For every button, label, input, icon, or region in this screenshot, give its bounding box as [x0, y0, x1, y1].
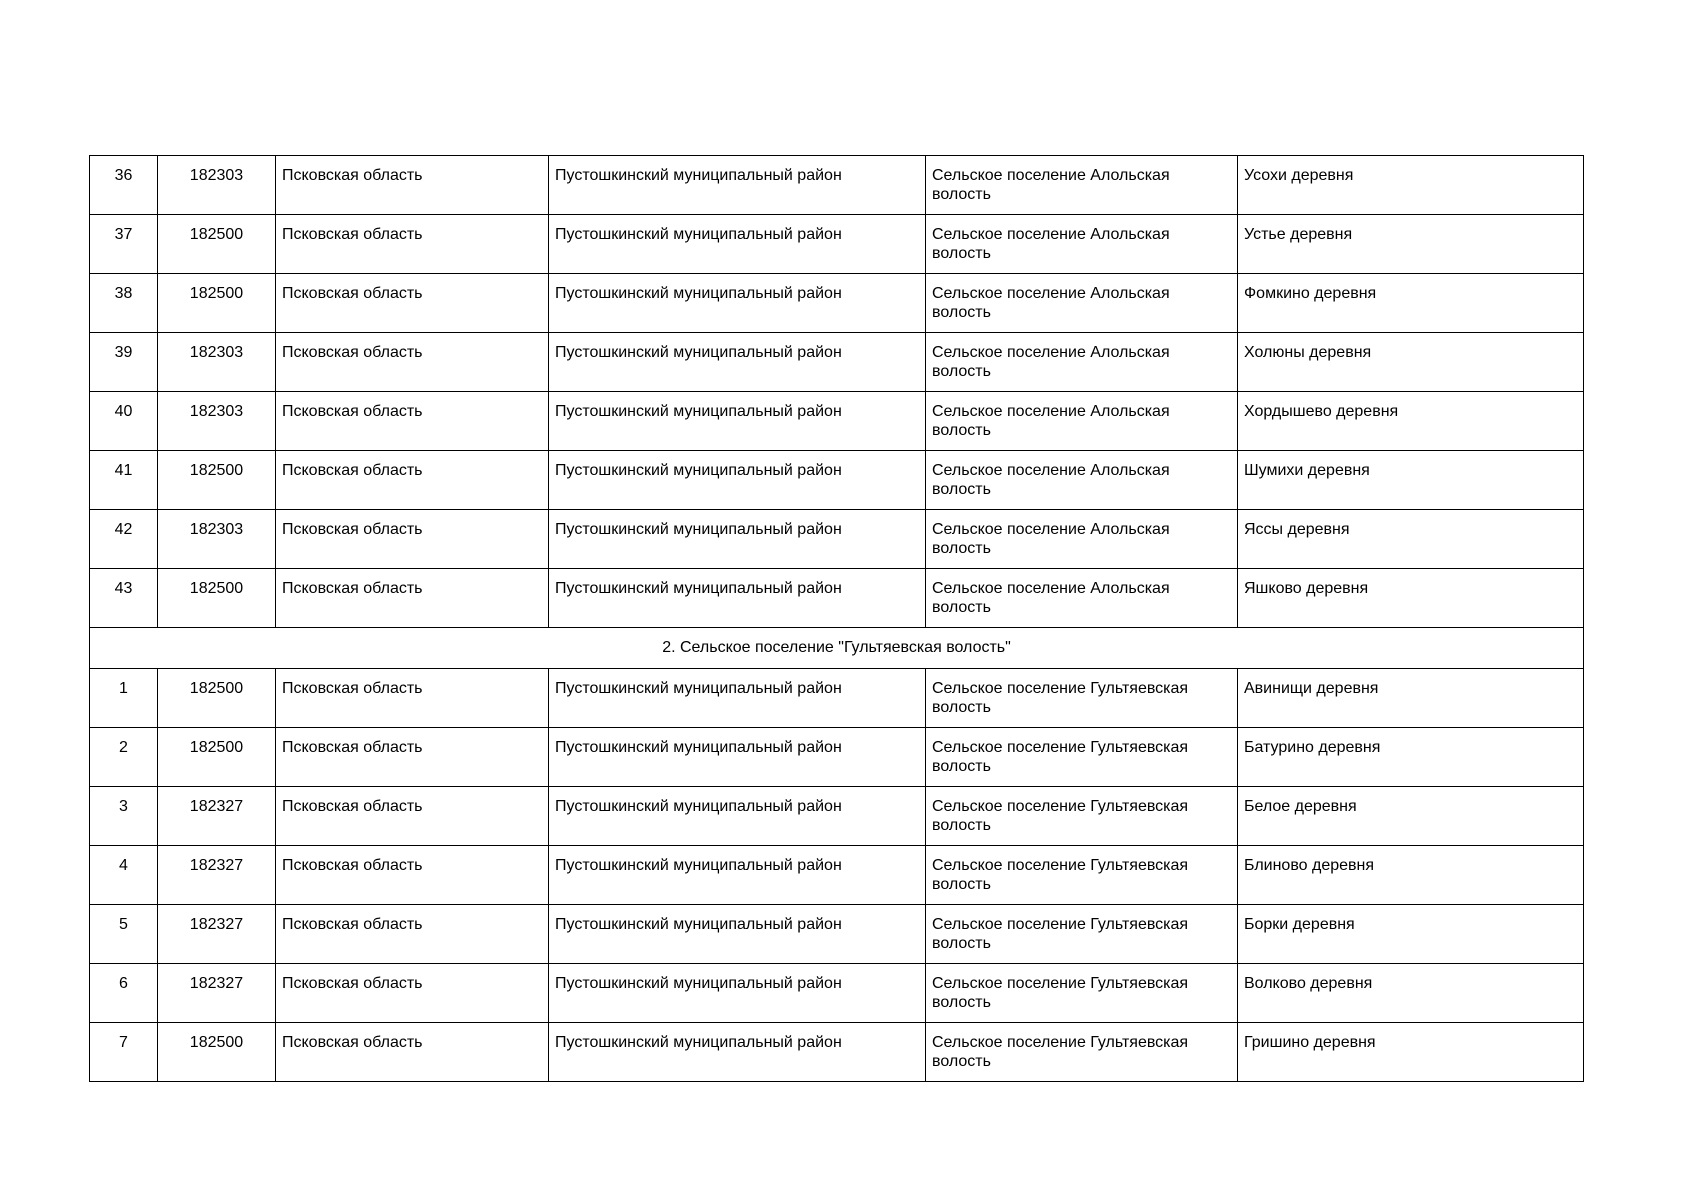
- row-number: 4: [90, 846, 158, 905]
- district-name: Пустошкинский муниципальный район: [549, 964, 926, 1023]
- table-row: [90, 669, 1584, 728]
- district-name: Пустошкинский муниципальный район: [549, 569, 926, 628]
- postal-index: 182500: [158, 569, 276, 628]
- locality-name: Волково деревня: [1238, 964, 1584, 1023]
- locality-name: Устье деревня: [1238, 215, 1584, 274]
- settlement-name: Сельское поселение Алольская волость: [926, 215, 1238, 274]
- district-name: Пустошкинский муниципальный район: [549, 846, 926, 905]
- locality-name: Борки деревня: [1238, 905, 1584, 964]
- table-row: [90, 1023, 1584, 1082]
- district-name: Пустошкинский муниципальный район: [549, 728, 926, 787]
- district-name: Пустошкинский муниципальный район: [549, 215, 926, 274]
- district-name: Пустошкинский муниципальный район: [549, 905, 926, 964]
- postal-index: 182500: [158, 215, 276, 274]
- region-name: Псковская область: [276, 905, 549, 964]
- region-name: Псковская область: [276, 669, 549, 728]
- table-row: [90, 787, 1584, 846]
- locality-name: Яшково деревня: [1238, 569, 1584, 628]
- row-number: 43: [90, 569, 158, 628]
- postal-index: 182327: [158, 905, 276, 964]
- row-number: 3: [90, 787, 158, 846]
- table-row: [90, 728, 1584, 787]
- table-row: [90, 569, 1584, 628]
- locality-name: Белое деревня: [1238, 787, 1584, 846]
- district-name: Пустошкинский муниципальный район: [549, 274, 926, 333]
- settlement-name: Сельское поселение Алольская волость: [926, 156, 1238, 215]
- table-row: [90, 274, 1584, 333]
- postal-index: 182303: [158, 510, 276, 569]
- section-title: 2. Сельское поселение "Гультяевская волость": [90, 628, 1584, 669]
- postal-index: 182327: [158, 846, 276, 905]
- settlement-name: Сельское поселение Алольская волость: [926, 569, 1238, 628]
- row-number: 41: [90, 451, 158, 510]
- row-number: 42: [90, 510, 158, 569]
- postal-index: 182327: [158, 787, 276, 846]
- section-header-row: [90, 628, 1584, 669]
- settlement-name: Сельское поселение Алольская волость: [926, 510, 1238, 569]
- row-number: 38: [90, 274, 158, 333]
- region-name: Псковская область: [276, 333, 549, 392]
- settlement-name: Сельское поселение Гультяевская волость: [926, 728, 1238, 787]
- table-row: [90, 451, 1584, 510]
- locality-name: Усохи деревня: [1238, 156, 1584, 215]
- district-name: Пустошкинский муниципальный район: [549, 787, 926, 846]
- postal-index: 182500: [158, 669, 276, 728]
- region-name: Псковская область: [276, 728, 549, 787]
- region-name: Псковская область: [276, 451, 549, 510]
- settlement-name: Сельское поселение Алольская волость: [926, 333, 1238, 392]
- postal-index: 182500: [158, 274, 276, 333]
- row-number: 6: [90, 964, 158, 1023]
- district-name: Пустошкинский муниципальный район: [549, 156, 926, 215]
- row-number: 39: [90, 333, 158, 392]
- settlement-name: Сельское поселение Гультяевская волость: [926, 787, 1238, 846]
- settlement-name: Сельское поселение Гультяевская волость: [926, 964, 1238, 1023]
- table-row: [90, 510, 1584, 569]
- settlement-name: Сельское поселение Алольская волость: [926, 392, 1238, 451]
- locality-name: Хордышево деревня: [1238, 392, 1584, 451]
- row-number: 37: [90, 215, 158, 274]
- row-number: 5: [90, 905, 158, 964]
- table-row: [90, 964, 1584, 1023]
- region-name: Псковская область: [276, 156, 549, 215]
- locality-name: Батурино деревня: [1238, 728, 1584, 787]
- row-number: 7: [90, 1023, 158, 1082]
- settlement-name: Сельское поселение Гультяевская волость: [926, 846, 1238, 905]
- region-name: Псковская область: [276, 1023, 549, 1082]
- postal-index: 182327: [158, 964, 276, 1023]
- table-row: [90, 333, 1584, 392]
- table-row: [90, 156, 1584, 215]
- district-name: Пустошкинский муниципальный район: [549, 669, 926, 728]
- table-body: [90, 156, 1584, 1082]
- district-name: Пустошкинский муниципальный район: [549, 392, 926, 451]
- region-name: Псковская область: [276, 215, 549, 274]
- row-number: 40: [90, 392, 158, 451]
- postal-index: 182500: [158, 1023, 276, 1082]
- region-name: Псковская область: [276, 392, 549, 451]
- region-name: Псковская область: [276, 274, 549, 333]
- district-name: Пустошкинский муниципальный район: [549, 510, 926, 569]
- region-name: Псковская область: [276, 510, 549, 569]
- region-name: Псковская область: [276, 846, 549, 905]
- settlement-name: Сельское поселение Гультяевская волость: [926, 1023, 1238, 1082]
- locality-name: Яссы деревня: [1238, 510, 1584, 569]
- postal-index: 182303: [158, 156, 276, 215]
- table-row: [90, 905, 1584, 964]
- district-name: Пустошкинский муниципальный район: [549, 1023, 926, 1082]
- region-name: Псковская область: [276, 569, 549, 628]
- settlement-name: Сельское поселение Гультяевская волость: [926, 669, 1238, 728]
- address-registry-table: [89, 155, 1584, 1082]
- locality-name: Авинищи деревня: [1238, 669, 1584, 728]
- postal-index: 182303: [158, 333, 276, 392]
- row-number: 2: [90, 728, 158, 787]
- settlement-name: Сельское поселение Алольская волость: [926, 451, 1238, 510]
- table-row: [90, 846, 1584, 905]
- settlement-name: Сельское поселение Алольская волость: [926, 274, 1238, 333]
- locality-name: Блиново деревня: [1238, 846, 1584, 905]
- settlement-name: Сельское поселение Гультяевская волость: [926, 905, 1238, 964]
- row-number: 36: [90, 156, 158, 215]
- table-row: [90, 392, 1584, 451]
- postal-index: 182303: [158, 392, 276, 451]
- locality-name: Фомкино деревня: [1238, 274, 1584, 333]
- postal-index: 182500: [158, 451, 276, 510]
- district-name: Пустошкинский муниципальный район: [549, 451, 926, 510]
- table-row: [90, 215, 1584, 274]
- region-name: Псковская область: [276, 787, 549, 846]
- district-name: Пустошкинский муниципальный район: [549, 333, 926, 392]
- locality-name: Гришино деревня: [1238, 1023, 1584, 1082]
- row-number: 1: [90, 669, 158, 728]
- region-name: Псковская область: [276, 964, 549, 1023]
- postal-index: 182500: [158, 728, 276, 787]
- locality-name: Холюны деревня: [1238, 333, 1584, 392]
- locality-name: Шумихи деревня: [1238, 451, 1584, 510]
